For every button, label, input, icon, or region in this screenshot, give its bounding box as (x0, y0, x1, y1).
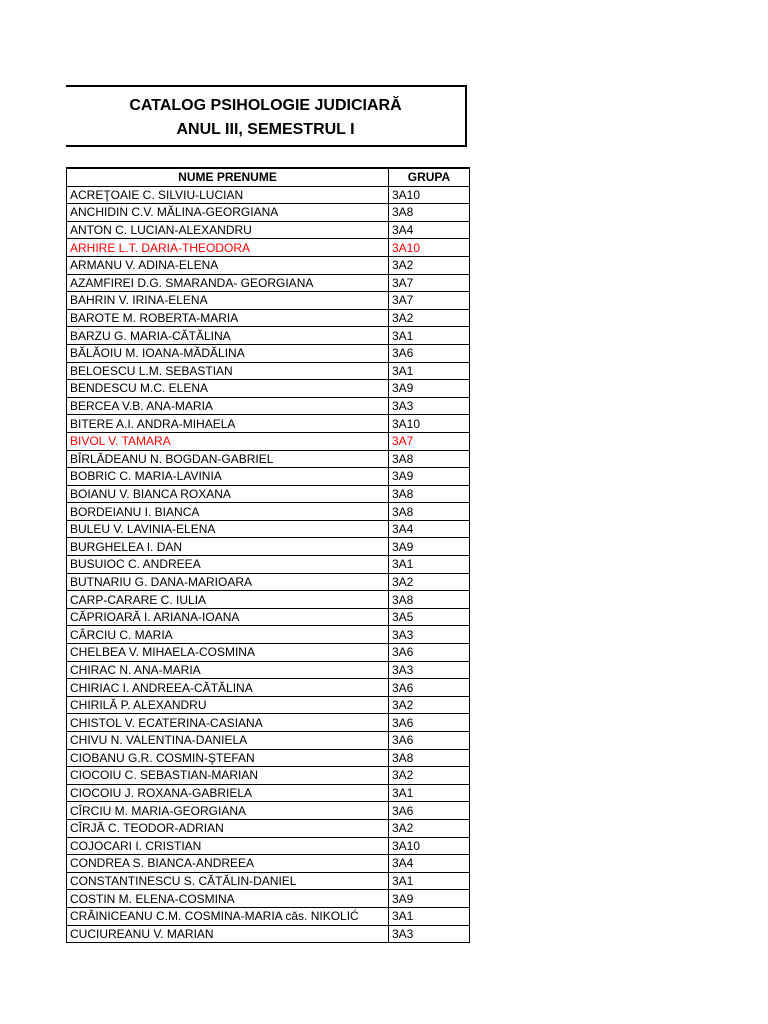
student-name-cell: BAROTE M. ROBERTA-MARIA (67, 309, 389, 327)
table-row (67, 644, 470, 662)
student-name-cell: CHISTOL V. ECATERINA-CASIANA (67, 714, 389, 732)
table-row (67, 538, 470, 556)
student-group-cell: 3A7 (389, 274, 470, 292)
student-group-cell: 3A9 (389, 468, 470, 486)
table-header (67, 168, 470, 186)
table-row (67, 626, 470, 644)
student-name-cell: BITERE A.I. ANDRA-MIHAELA (67, 415, 389, 433)
table-row (67, 802, 470, 820)
student-group-cell: 3A3 (389, 925, 470, 943)
student-group-cell: 3A10 (389, 415, 470, 433)
student-group-cell: 3A8 (389, 749, 470, 767)
header-row (67, 168, 470, 186)
table-row (67, 767, 470, 785)
table-row (67, 872, 470, 890)
student-name-cell: BOBRIC C. MARIA-LAVINIA (67, 468, 389, 486)
table-row (67, 362, 470, 380)
student-group-cell: 3A2 (389, 573, 470, 591)
student-name-cell: CRĂINICEANU C.M. COSMINA-MARIA căs. NIKOLIĆ (67, 907, 389, 925)
student-name-cell: ANTON C. LUCIAN-ALEXANDRU (67, 221, 389, 239)
student-name-cell: CHIRIAC I. ANDREEA-CĂTĂLINA (67, 679, 389, 697)
student-name-cell: BELOESCU L.M. SEBASTIAN (67, 362, 389, 380)
table-row (67, 450, 470, 468)
student-group-cell: 3A9 (389, 890, 470, 908)
student-group-cell: 3A3 (389, 626, 470, 644)
table-row (67, 732, 470, 750)
table-row (67, 397, 470, 415)
table-row (67, 204, 470, 222)
table-body (67, 186, 470, 943)
table-row (67, 696, 470, 714)
student-name-cell: CÂRCIU C. MARIA (67, 626, 389, 644)
student-group-cell: 3A1 (389, 907, 470, 925)
student-name-cell: COSTIN M. ELENA-COSMINA (67, 890, 389, 908)
student-name-cell: CÎRJĂ C. TEODOR-ADRIAN (67, 819, 389, 837)
table-row (67, 784, 470, 802)
student-group-cell: 3A6 (389, 714, 470, 732)
student-name-cell: CHIVU N. VALENTINA-DANIELA (67, 732, 389, 750)
table-row (67, 380, 470, 398)
student-name-cell: BÎRLĂDEANU N. BOGDAN-GABRIEL (67, 450, 389, 468)
student-name-cell: CONSTANTINESCU S. CĂTĂLIN-DANIEL (67, 872, 389, 890)
student-group-cell: 3A2 (389, 819, 470, 837)
catalog-title-box (66, 85, 467, 147)
student-name-cell: CĂPRIOARĂ I. ARIANA-IOANA (67, 608, 389, 626)
student-group-cell: 3A8 (389, 503, 470, 521)
student-name-cell: ARHIRE L.T. DARIA-THEODORA (67, 239, 389, 257)
table-row (67, 292, 470, 310)
table-row (67, 890, 470, 908)
table-row (67, 907, 470, 925)
student-group-cell: 3A7 (389, 432, 470, 450)
student-group-cell: 3A1 (389, 784, 470, 802)
student-group-cell: 3A3 (389, 397, 470, 415)
student-group-cell: 3A6 (389, 344, 470, 362)
student-group-cell: 3A9 (389, 380, 470, 398)
student-group-cell: 3A9 (389, 538, 470, 556)
student-name-cell: CÎRCIU M. MARIA-GEORGIANA (67, 802, 389, 820)
student-name-cell: BOIANU V. BIANCA ROXANA (67, 485, 389, 503)
table-row (67, 344, 470, 362)
student-name-cell: BULEU V. LAVINIA-ELENA (67, 520, 389, 538)
table-row (67, 468, 470, 486)
column-header-group: GRUPA (389, 168, 470, 186)
student-name-cell: ACREŢOAIE C. SILVIU-LUCIAN (67, 186, 389, 204)
student-name-cell: CARP-CARARE C. IULIA (67, 591, 389, 609)
table-row (67, 309, 470, 327)
student-name-cell: BARZU G. MARIA-CĂTĂLINA (67, 327, 389, 345)
student-name-cell: CUCIUREANU V. MARIAN (67, 925, 389, 943)
student-group-cell: 3A8 (389, 204, 470, 222)
student-group-cell: 3A2 (389, 767, 470, 785)
table-row (67, 714, 470, 732)
table-row (67, 186, 470, 204)
student-name-cell: CHELBEA V. MIHAELA-COSMINA (67, 644, 389, 662)
table-row (67, 573, 470, 591)
student-name-cell: BERCEA V.B. ANA-MARIA (67, 397, 389, 415)
student-name-cell: COJOCARI I. CRISTIAN (67, 837, 389, 855)
student-group-cell: 3A1 (389, 327, 470, 345)
student-group-cell: 3A10 (389, 837, 470, 855)
catalog-title: CATALOG PSIHOLOGIE JUDICIARĂ (129, 97, 402, 114)
student-name-cell: BORDEIANU I. BIANCA (67, 503, 389, 521)
student-name-cell: CIOBANU G.R. COSMIN-ŞTEFAN (67, 749, 389, 767)
student-group-cell: 3A3 (389, 661, 470, 679)
student-name-cell: BURGHELEA I. DAN (67, 538, 389, 556)
table-row (67, 327, 470, 345)
student-name-cell: BUTNARIU G. DANA-MARIOARA (67, 573, 389, 591)
table-row (67, 855, 470, 873)
student-group-cell: 3A2 (389, 696, 470, 714)
table-row (67, 520, 470, 538)
student-group-cell: 3A1 (389, 556, 470, 574)
student-name-cell: AZAMFIREI D.G. SMARANDA- GEORGIANA (67, 274, 389, 292)
table-row (67, 432, 470, 450)
table-row (67, 256, 470, 274)
student-name-cell: BUSUIOC C. ANDREEA (67, 556, 389, 574)
student-group-cell: 3A1 (389, 872, 470, 890)
student-name-cell: BENDESCU M.C. ELENA (67, 380, 389, 398)
table-row (67, 661, 470, 679)
student-group-cell: 3A4 (389, 520, 470, 538)
student-name-cell: BĂLĂOIU M. IOANA-MĂDĂLINA (67, 344, 389, 362)
table-row (67, 274, 470, 292)
student-group-cell: 3A8 (389, 485, 470, 503)
student-name-cell: BIVOL V. TAMARA (67, 432, 389, 450)
student-group-cell: 3A6 (389, 679, 470, 697)
table-row (67, 556, 470, 574)
student-name-cell: ANCHIDIN C.V. MĂLINA-GEORGIANA (67, 204, 389, 222)
student-group-cell: 3A10 (389, 239, 470, 257)
student-group-cell: 3A2 (389, 309, 470, 327)
table-row (67, 679, 470, 697)
student-group-cell: 3A6 (389, 644, 470, 662)
table-row (67, 221, 470, 239)
student-name-cell: ARMANU V. ADINA-ELENA (67, 256, 389, 274)
student-name-cell: CIOCOIU J. ROXANA-GABRIELA (67, 784, 389, 802)
table-row (67, 415, 470, 433)
student-group-cell: 3A4 (389, 221, 470, 239)
student-name-cell: CONDREA S. BIANCA-ANDREEA (67, 855, 389, 873)
student-group-cell: 3A8 (389, 591, 470, 609)
student-group-cell: 3A10 (389, 186, 470, 204)
student-group-cell: 3A4 (389, 855, 470, 873)
student-group-cell: 3A6 (389, 802, 470, 820)
student-group-cell: 3A1 (389, 362, 470, 380)
student-name-cell: CIOCOIU C. SEBASTIAN-MARIAN (67, 767, 389, 785)
table-row (67, 485, 470, 503)
table-row (67, 591, 470, 609)
student-group-cell: 3A8 (389, 450, 470, 468)
student-name-cell: BAHRIN V. IRINA-ELENA (67, 292, 389, 310)
student-group-cell: 3A7 (389, 292, 470, 310)
student-group-cell: 3A6 (389, 732, 470, 750)
table-row (67, 503, 470, 521)
column-header-name: NUME PRENUME (67, 168, 389, 186)
table-row (67, 749, 470, 767)
student-group-cell: 3A2 (389, 256, 470, 274)
student-name-cell: CHIRAC N. ANA-MARIA (67, 661, 389, 679)
student-name-cell: CHIRILĂ P. ALEXANDRU (67, 696, 389, 714)
table-row (67, 819, 470, 837)
table-row (67, 837, 470, 855)
catalog-subtitle: ANUL III, SEMESTRUL I (176, 121, 355, 138)
table-row (67, 239, 470, 257)
student-catalog-table (66, 167, 470, 943)
student-group-cell: 3A5 (389, 608, 470, 626)
table-row (67, 925, 470, 943)
table-row (67, 608, 470, 626)
